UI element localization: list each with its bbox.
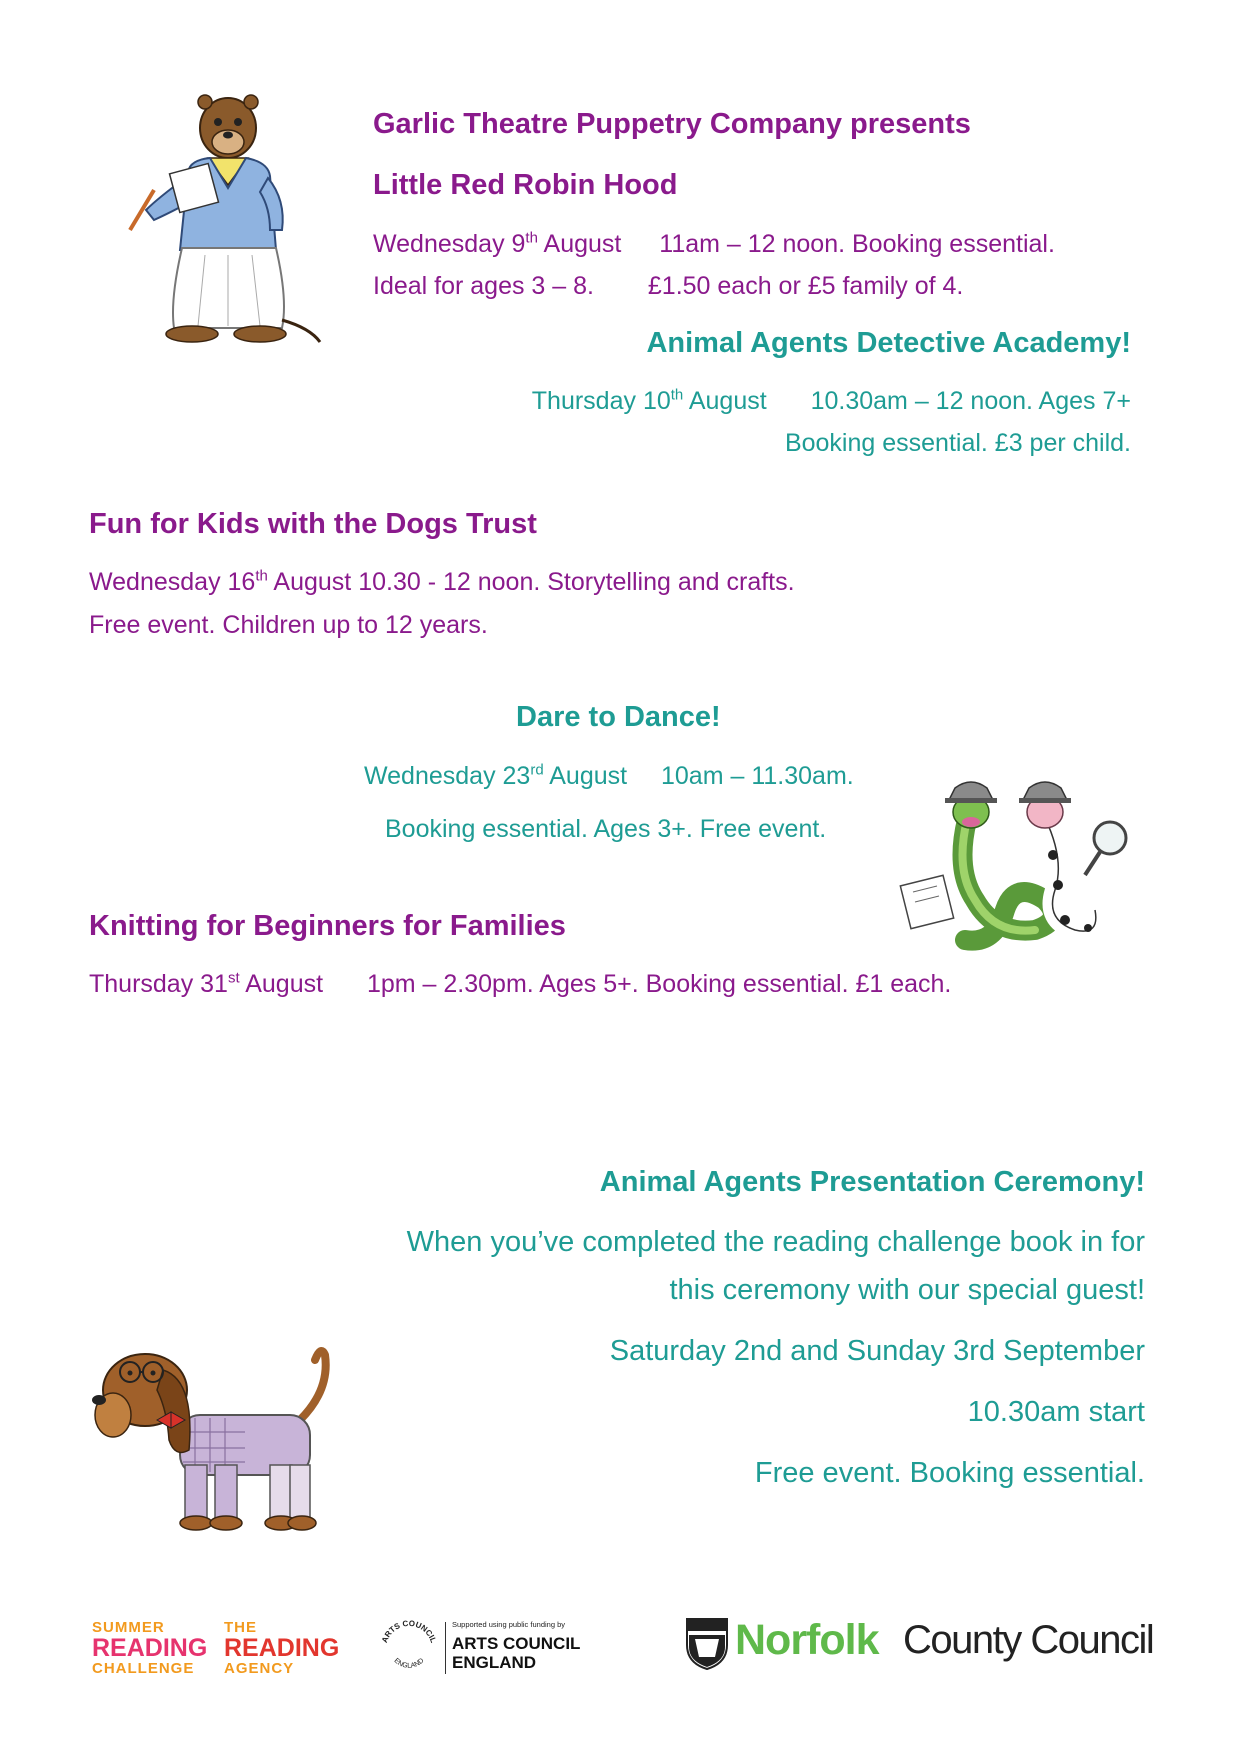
otter-reporter-illustration (110, 80, 330, 380)
event4-day-suffix: rd (530, 761, 544, 779)
event1-ages: Ideal for ages 3 – 8. (373, 272, 594, 300)
event1-day-suffix: th (525, 229, 538, 247)
snake-detectives-illustration (895, 760, 1135, 970)
event2-day: Thursday 10 (531, 387, 671, 415)
arts-council-name-line1: ARTS COUNCIL (452, 1634, 581, 1653)
event-presenter: Garlic Theatre Puppetry Company presents (373, 108, 971, 140)
the-reading-agency-logo (224, 1620, 344, 1680)
tra-the: THE (224, 1619, 257, 1636)
event5-day: Thursday 31 (89, 970, 228, 998)
event4-day: Wednesday 23 (364, 762, 531, 790)
arts-council-seal-bottom-text: ENGLAND (392, 1657, 426, 1670)
arts-council-supported-text: Supported using public funding by (452, 1620, 565, 1629)
event-title-knitting: Knitting for Beginners for Families (89, 910, 566, 942)
arts-council-seal-top-text: ARTS COUNCIL (380, 1618, 439, 1645)
arts-council-name-line2: ENGLAND (452, 1653, 537, 1672)
event1-day: Wednesday 9 (373, 230, 526, 258)
event5-month: August (245, 970, 324, 998)
event6-line2: this ceremony with our special guest! (669, 1274, 1145, 1306)
county-council-wordmark: County Council (903, 1618, 1154, 1662)
event2-booking-line: Booking essential. £3 per child. (784, 429, 1131, 457)
tra-reading: READING (224, 1634, 340, 1662)
norfolk-shield-icon (685, 1617, 729, 1671)
event1-date-line (373, 230, 1055, 259)
event1-time-booking: 11am – 12 noon. Booking essential. (659, 230, 1055, 258)
svg-text:ENGLAND (393, 1657, 426, 1670)
event-title-detective-academy: Animal Agents Detective Academy! (646, 327, 1131, 359)
event6-start-time: 10.30am start (967, 1396, 1145, 1428)
event3-details-line: Free event. Children up to 12 years. (89, 611, 488, 639)
event2-month: August (688, 387, 767, 415)
event5-day-suffix: st (227, 969, 240, 987)
event5-date-line (89, 970, 951, 999)
event6-line1: When you’ve completed the reading challenge book in for (406, 1226, 1145, 1258)
event6-booking: Free event. Booking essential. (754, 1457, 1145, 1489)
event6-dates: Saturday 2nd and Sunday 3rd September (609, 1335, 1145, 1367)
event4-month: August (549, 762, 628, 790)
event2-time-ages: 10.30am – 12 noon. Ages 7+ (810, 387, 1131, 415)
src-summer: SUMMER (92, 1619, 165, 1636)
src-challenge: CHALLENGE (92, 1660, 195, 1677)
event2-date-line (532, 387, 1131, 416)
tra-agency: AGENCY (224, 1660, 295, 1677)
event4-date-line (364, 762, 854, 791)
event1-details-line (373, 272, 963, 301)
event-title-dogs-trust: Fun for Kids with the Dogs Trust (89, 508, 537, 540)
src-reading: READING (92, 1634, 208, 1662)
arts-council-seal-icon (378, 1618, 440, 1680)
summer-reading-challenge-logo (92, 1620, 212, 1680)
dog-detective-illustration (85, 1320, 365, 1540)
event3-day-suffix: th (255, 567, 268, 585)
arts-council-england-logo (378, 1618, 598, 1684)
event-title-little-red-robin-hood: Little Red Robin Hood (373, 169, 678, 201)
norfolk-wordmark: Norfolk (735, 1616, 879, 1664)
event3-date-line (89, 568, 795, 597)
event1-price: £1.50 each or £5 family of 4. (647, 272, 964, 300)
event3-time-activities: August 10.30 - 12 noon. Storytelling and crafts. (273, 568, 795, 596)
event4-details-line: Booking essential. Ages 3+. Free event. (385, 815, 827, 843)
event4-time: 10am – 11.30am. (661, 762, 854, 790)
event3-day: Wednesday 16 (89, 568, 256, 596)
event5-time-details: 1pm – 2.30pm. Ages 5+. Booking essential. £1 each. (366, 970, 952, 998)
event-title-dare-to-dance: Dare to Dance! (516, 701, 721, 733)
arts-council-divider (445, 1622, 446, 1674)
svg-text:ARTS COUNCIL (380, 1619, 438, 1644)
event-title-presentation-ceremony: Animal Agents Presentation Ceremony! (599, 1166, 1145, 1198)
event1-month: August (543, 230, 622, 258)
norfolk-county-council-logo (685, 1614, 1155, 1674)
event2-day-suffix: th (670, 386, 684, 404)
